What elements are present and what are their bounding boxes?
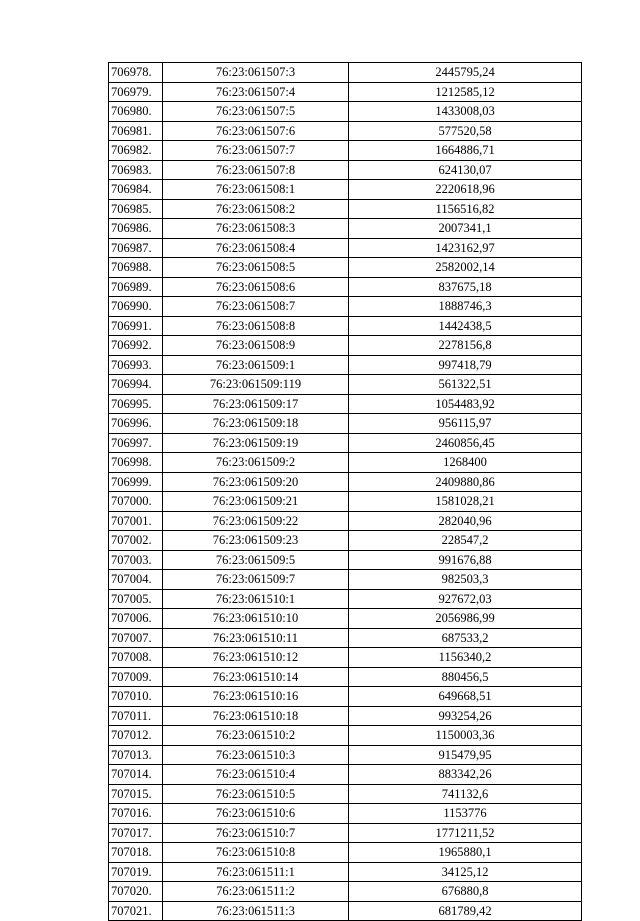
cadastral-number-cell: 76:23:061510:14 (163, 667, 349, 687)
table-row (109, 882, 582, 902)
cadastral-number-cell: 76:23:061508:2 (163, 199, 349, 219)
table-row (109, 258, 582, 278)
cadastral-value-cell: 561322,51 (349, 375, 582, 395)
row-number-cell: 706987. (109, 238, 163, 258)
cadastral-value-cell: 2220618,96 (349, 180, 582, 200)
cadastral-number-cell: 76:23:061510:6 (163, 804, 349, 824)
row-number-cell: 706982. (109, 141, 163, 161)
row-number-cell: 707007. (109, 628, 163, 648)
row-number-cell: 707021. (109, 901, 163, 921)
cadastral-value-cell: 1212585,12 (349, 82, 582, 102)
cadastral-value-cell: 687533,2 (349, 628, 582, 648)
cadastral-number-cell: 76:23:061511:2 (163, 882, 349, 902)
table-row (109, 160, 582, 180)
table-row (109, 336, 582, 356)
cadastral-value-cell: 1423162,97 (349, 238, 582, 258)
table-row (109, 355, 582, 375)
table-row (109, 82, 582, 102)
table-row (109, 375, 582, 395)
cadastral-value-cell: 1153776 (349, 804, 582, 824)
row-number-cell: 706994. (109, 375, 163, 395)
cadastral-number-cell: 76:23:061510:5 (163, 784, 349, 804)
cadastral-number-cell: 76:23:061510:18 (163, 706, 349, 726)
cadastral-value-cell: 2460856,45 (349, 433, 582, 453)
table-row (109, 862, 582, 882)
row-number-cell: 707013. (109, 745, 163, 765)
cadastral-number-cell: 76:23:061511:3 (163, 901, 349, 921)
cadastral-value-cell: 1581028,21 (349, 492, 582, 512)
row-number-cell: 707018. (109, 843, 163, 863)
cadastral-number-cell: 76:23:061510:3 (163, 745, 349, 765)
table-row (109, 765, 582, 785)
row-number-cell: 707005. (109, 589, 163, 609)
table-row (109, 511, 582, 531)
table-row (109, 414, 582, 434)
table-row (109, 726, 582, 746)
cadastral-value-cell: 1433008,03 (349, 102, 582, 122)
row-number-cell: 707019. (109, 862, 163, 882)
row-number-cell: 706996. (109, 414, 163, 434)
cadastral-number-cell: 76:23:061509:2 (163, 453, 349, 473)
cadastral-number-cell: 76:23:061510:7 (163, 823, 349, 843)
row-number-cell: 706991. (109, 316, 163, 336)
row-number-cell: 706989. (109, 277, 163, 297)
cadastral-number-cell: 76:23:061510:1 (163, 589, 349, 609)
table-row (109, 784, 582, 804)
cadastral-value-cell: 837675,18 (349, 277, 582, 297)
cadastral-number-cell: 76:23:061510:10 (163, 609, 349, 629)
table-row (109, 550, 582, 570)
cadastral-number-cell: 76:23:061507:7 (163, 141, 349, 161)
table-row (109, 219, 582, 239)
row-number-cell: 707020. (109, 882, 163, 902)
table-row (109, 121, 582, 141)
table-row (109, 102, 582, 122)
table-row (109, 316, 582, 336)
row-number-cell: 706988. (109, 258, 163, 278)
cadastral-value-cell: 915479,95 (349, 745, 582, 765)
row-number-cell: 707001. (109, 511, 163, 531)
cadastral-number-cell: 76:23:061509:21 (163, 492, 349, 512)
cadastral-value-cell: 624130,07 (349, 160, 582, 180)
cadastral-value-cell: 2007341,1 (349, 219, 582, 239)
cadastral-value-cell: 991676,88 (349, 550, 582, 570)
table-row (109, 843, 582, 863)
cadastral-number-cell: 76:23:061508:4 (163, 238, 349, 258)
row-number-cell: 707004. (109, 570, 163, 590)
cadastral-value-cell: 681789,42 (349, 901, 582, 921)
cadastral-value-cell: 1156516,82 (349, 199, 582, 219)
table-row (109, 199, 582, 219)
cadastral-value-cell: 228547,2 (349, 531, 582, 551)
row-number-cell: 707010. (109, 687, 163, 707)
cadastral-value-cell: 880456,5 (349, 667, 582, 687)
cadastral-number-cell: 76:23:061510:11 (163, 628, 349, 648)
cadastral-value-cell: 1054483,92 (349, 394, 582, 414)
cadastral-value-cell: 1888746,3 (349, 297, 582, 317)
row-number-cell: 707000. (109, 492, 163, 512)
cadastral-number-cell: 76:23:061510:12 (163, 648, 349, 668)
cadastral-value-cell: 676880,8 (349, 882, 582, 902)
table-row (109, 238, 582, 258)
table-row (109, 180, 582, 200)
cadastral-number-cell: 76:23:061510:4 (163, 765, 349, 785)
cadastral-number-cell: 76:23:061509:1 (163, 355, 349, 375)
row-number-cell: 707006. (109, 609, 163, 629)
table-row (109, 745, 582, 765)
table-row (109, 804, 582, 824)
table-row (109, 472, 582, 492)
cadastral-value-cell: 282040,96 (349, 511, 582, 531)
cadastral-value-cell: 993254,26 (349, 706, 582, 726)
row-number-cell: 706980. (109, 102, 163, 122)
cadastral-value-cell: 883342,26 (349, 765, 582, 785)
table-row (109, 433, 582, 453)
row-number-cell: 706983. (109, 160, 163, 180)
cadastral-number-cell: 76:23:061509:7 (163, 570, 349, 590)
table-row (109, 531, 582, 551)
row-number-cell: 707016. (109, 804, 163, 824)
table-row (109, 277, 582, 297)
cadastral-value-cell: 577520,58 (349, 121, 582, 141)
table-row (109, 706, 582, 726)
table-row (109, 492, 582, 512)
cadastral-number-cell: 76:23:061510:16 (163, 687, 349, 707)
cadastral-number-cell: 76:23:061508:5 (163, 258, 349, 278)
row-number-cell: 706990. (109, 297, 163, 317)
cadastral-value-cell: 1771211,52 (349, 823, 582, 843)
cadastral-number-cell: 76:23:061507:6 (163, 121, 349, 141)
cadastral-value-cell: 34125,12 (349, 862, 582, 882)
cadastral-number-cell: 76:23:061509:119 (163, 375, 349, 395)
cadastral-value-cell: 649668,51 (349, 687, 582, 707)
table-row (109, 453, 582, 473)
table-row (109, 141, 582, 161)
cadastral-value-cell: 1156340,2 (349, 648, 582, 668)
cadastral-number-cell: 76:23:061510:8 (163, 843, 349, 863)
row-number-cell: 706984. (109, 180, 163, 200)
row-number-cell: 707011. (109, 706, 163, 726)
row-number-cell: 707008. (109, 648, 163, 668)
cadastral-value-cell: 997418,79 (349, 355, 582, 375)
cadastral-value-cell: 1150003,36 (349, 726, 582, 746)
row-number-cell: 707009. (109, 667, 163, 687)
cadastral-number-cell: 76:23:061509:20 (163, 472, 349, 492)
cadastral-number-cell: 76:23:061509:22 (163, 511, 349, 531)
cadastral-value-cell: 1442438,5 (349, 316, 582, 336)
table-row (109, 628, 582, 648)
cadastral-number-cell: 76:23:061508:6 (163, 277, 349, 297)
row-number-cell: 706978. (109, 63, 163, 83)
cadastral-value-table (108, 62, 582, 921)
cadastral-number-cell: 76:23:061507:4 (163, 82, 349, 102)
row-number-cell: 706981. (109, 121, 163, 141)
cadastral-value-cell: 741132,6 (349, 784, 582, 804)
cadastral-number-cell: 76:23:061508:3 (163, 219, 349, 239)
cadastral-number-cell: 76:23:061509:23 (163, 531, 349, 551)
row-number-cell: 706993. (109, 355, 163, 375)
row-number-cell: 706979. (109, 82, 163, 102)
table-row (109, 687, 582, 707)
cadastral-number-cell: 76:23:061507:3 (163, 63, 349, 83)
cadastral-number-cell: 76:23:061509:5 (163, 550, 349, 570)
table-row (109, 394, 582, 414)
cadastral-number-cell: 76:23:061510:2 (163, 726, 349, 746)
cadastral-number-cell: 76:23:061507:5 (163, 102, 349, 122)
cadastral-value-cell: 1965880,1 (349, 843, 582, 863)
cadastral-value-cell: 2409880,86 (349, 472, 582, 492)
cadastral-value-cell: 2582002,14 (349, 258, 582, 278)
row-number-cell: 707002. (109, 531, 163, 551)
table-row (109, 63, 582, 83)
table-row (109, 297, 582, 317)
table-row (109, 570, 582, 590)
row-number-cell: 706985. (109, 199, 163, 219)
table-body (109, 63, 582, 921)
cadastral-value-cell: 2056986,99 (349, 609, 582, 629)
cadastral-number-cell: 76:23:061508:8 (163, 316, 349, 336)
cadastral-number-cell: 76:23:061508:1 (163, 180, 349, 200)
cadastral-number-cell: 76:23:061509:19 (163, 433, 349, 453)
table-row (109, 823, 582, 843)
cadastral-number-cell: 76:23:061508:9 (163, 336, 349, 356)
cadastral-value-cell: 927672,03 (349, 589, 582, 609)
cadastral-number-cell: 76:23:061509:17 (163, 394, 349, 414)
table-row (109, 667, 582, 687)
row-number-cell: 706986. (109, 219, 163, 239)
table-row (109, 609, 582, 629)
row-number-cell: 706997. (109, 433, 163, 453)
cadastral-value-cell: 2445795,24 (349, 63, 582, 83)
cadastral-value-cell: 2278156,8 (349, 336, 582, 356)
cadastral-value-cell: 956115,97 (349, 414, 582, 434)
row-number-cell: 707012. (109, 726, 163, 746)
cadastral-number-cell: 76:23:061511:1 (163, 862, 349, 882)
cadastral-value-cell: 982503,3 (349, 570, 582, 590)
row-number-cell: 707003. (109, 550, 163, 570)
cadastral-number-cell: 76:23:061508:7 (163, 297, 349, 317)
cadastral-value-cell: 1268400 (349, 453, 582, 473)
table-row (109, 901, 582, 921)
row-number-cell: 706998. (109, 453, 163, 473)
table-row (109, 589, 582, 609)
row-number-cell: 706992. (109, 336, 163, 356)
cadastral-number-cell: 76:23:061509:18 (163, 414, 349, 434)
row-number-cell: 706995. (109, 394, 163, 414)
cadastral-number-cell: 76:23:061507:8 (163, 160, 349, 180)
row-number-cell: 707015. (109, 784, 163, 804)
row-number-cell: 707014. (109, 765, 163, 785)
row-number-cell: 707017. (109, 823, 163, 843)
cadastral-value-cell: 1664886,71 (349, 141, 582, 161)
table-row (109, 648, 582, 668)
row-number-cell: 706999. (109, 472, 163, 492)
